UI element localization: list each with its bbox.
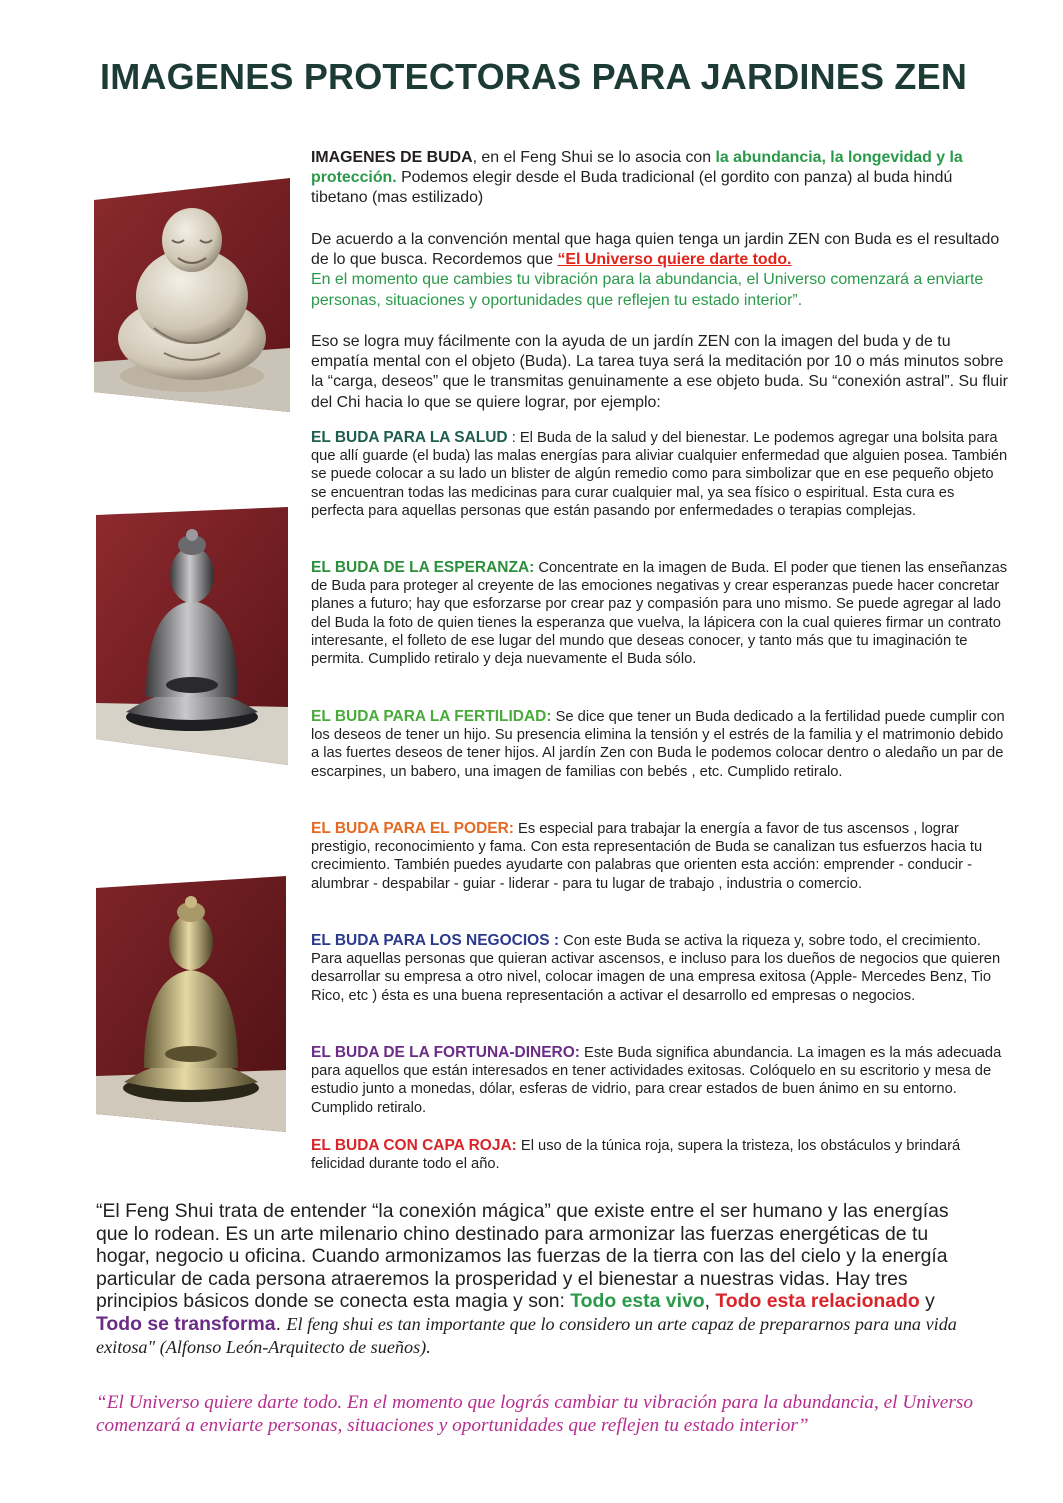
principle-relacionado: Todo esta relacionado [715,1290,920,1313]
section-salud-heading: EL BUDA PARA LA SALUD [311,429,508,446]
principle-transforma: Todo se transforma [96,1312,276,1335]
silver-meditating-buddha-photo [96,507,288,765]
gold-meditating-buddha-photo [96,876,286,1132]
section-fortuna: EL BUDA DE LA FORTUNA-DINERO: Este Buda significa abundancia. La imagen es la más adecuada para aquellos que están interesados en tener actividades exitosas. Colóquelo en su escritorio y mesa de estudio junto a monedas, dólar, esferas de vidrio, para crear estados de buen ánimo en su entorno. Cumplido retiralo. [311,1044,1002,1116]
section-capa-roja: EL BUDA CON CAPA ROJA: El uso de la túnica roja, supera la tristeza, los obstáculos y brindará felicidad durante todo el año. [311,1137,961,1173]
intro-highlight: la abundancia, la longevidad y la protección. [311,149,963,187]
intro-paragraph-1: IMAGENES DE BUDA, en el Feng Shui se lo asocia con la abundancia, la longevidad y la protección. Podemos elegir desde el Buda tradicional (el gordito con panza) al buda hindú tibetano (mas estilizado) [311,149,963,207]
section-esperanza-heading: EL BUDA DE LA ESPERANZA: [311,559,535,576]
section-negocios-heading: EL BUDA PARA LOS NEGOCIOS : [311,932,560,949]
section-capa-roja-heading: EL BUDA CON CAPA ROJA: [311,1137,517,1154]
section-poder: EL BUDA PARA EL PODER: Es especial para trabajar la energía a favor de tus ascensos , lograr prestigio, reconocimiento y fama. Con esta representación de Buda se canalizan tus esfuerzos hacia tu crecimiento. También puedes ayudarte con palabras que orienten esta acción: emprender - conducir - alumbrar - despabilar - guiar - liderar - para tu lugar de trabajo , industria o comercio. [311,820,983,892]
page-title: IMAGENES PROTECTORAS PARA JARDINES ZEN [100,56,968,97]
section-fortuna-heading: EL BUDA DE LA FORTUNA-DINERO: [311,1044,580,1061]
closing-paragraph: “El Feng Shui trata de entender “la conexión mágica” que existe entre el ser humano y las energías que lo rodean. Es un arte milenario chino destinado para armonizar las fuerzas energéticas de tu hogar, negocio u oficina. Cuando armonizamos las fuerzas de la tierra con las del cielo y la energía particular de cada persona atraeremos la prosperidad y el bienestar a nuestras vidas. Hay tres principios básicos donde se conecta esta magia y son: Todo esta vivo, Todo esta relacionado y Todo se transforma. El feng shui es tan importante que lo considero un arte capaz de prepararnos para una vida exitosa" (Alfonso León-Arquitecto de sueños). [96,1200,957,1357]
universo-highlight: “El Universo quiere darte todo. [557,251,792,269]
closing-quote: “El Universo quiere darte todo. En el momento que lográs cambiar tu vibración para la abundancia, el Universo comenzará a enviarte personas, situaciones y oportunidades que reflejen tu estado interior” [96,1392,974,1436]
principle-vivo: Todo esta vivo [570,1290,705,1313]
white-laughing-buddha-photo [94,178,290,412]
section-poder-heading: EL BUDA PARA EL PODER: [311,820,514,837]
section-fertilidad-heading: EL BUDA PARA LA FERTILIDAD: [311,708,552,725]
closing-citation: El feng shui es tan importante que lo considero un arte capaz de prepararnos para una vida exitosa" (Alfonso León-Arquitecto de sueños). [96,1313,957,1357]
intro-paragraph-3: Eso se logra muy fácilmente con la ayuda de un jardín ZEN con la imagen del buda y de tu empatía mental con el objeto (Buda). La tarea tuya será la meditación por 10 o más minutos sobre la “carga, deseos” que le transmitas genuinamente a ese objeto buda. Su “conexión astral”. Su fluir del Chi hacia lo que se quiere lograr, por ejemplo: [311,333,1008,411]
section-fertilidad: EL BUDA PARA LA FERTILIDAD: Se dice que tener un Buda dedicado a la fertilidad puede cumplir con los deseos de tener un hijo. Su presencia elimina la tensión y el estrés de la familia y el matrimonio debido a las fuertes deseos de tener hijos. Al jardín Zen con Buda le podemos colocar dentro o aledaño un par de escarpines, un babero, una imagen de familias con bebés , etc. Cumplido retiralo. [311,708,1005,780]
section-esperanza: EL BUDA DE LA ESPERANZA: Concentrate en la imagen de Buda. El poder que tienen las enseñanzas de Buda para proteger al creyente de las emociones negativas y crear esperanzas puede hacer concretar planes a futuro; hay que esforzarse por crear paz y compasión para uno mismo. Se puede agregar al lado del Buda la foto de quien tienes la esperanza que vuelva, la lápicera con la cual quieres firmar un contrato interesante, el folleto de ese lugar del mundo que deseas conocer, y tanto más que tu imaginación te permita. Cumplido retiralo y deja nuevamente el Buda sólo. [311,559,1008,668]
section-negocios: EL BUDA PARA LOS NEGOCIOS : Con este Buda se activa la riqueza y, sobre todo, el crecimiento. Para aquellas personas que quieran activar ascensos, e incluso para los dueños de negocios que quieren desarrollar su empresa a otro nivel, colocar imagen de una empresa exitosa (Apple- Mercedes Benz, Tio Rico, etc ) ésta es una buena representación a activar el desarrollo ed empresas o negocios. [311,932,1001,1004]
intro-paragraph-2: De acuerdo a la convención mental que haga quien tenga un jardin ZEN con Buda es el resultado de lo que busca. Recordemos que “El Universo quiere darte todo. En el momento que cambies tu vibración para la abundancia, el Universo comenzará a enviarte personas, situaciones y oportunidades que reflejen tu estado interior”. [311,231,1000,309]
section-salud: EL BUDA PARA LA SALUD : El Buda de la salud y del bienestar. Le podemos agregar una bolsita para que allí guarde (el buda) las malas energías para aliviar cualquier enfermedad que alguien posea. También se puede colocar a su lado un blister de algún remedio como para simbolizar que en ese pequeño objeto se encuentran todas las medicinas para curar cualquier mal, ya sea físico o espiritual. Esta cura es perfecta para aquellas personas que están pasando por enfermedades o terapias complejas. [311,429,1008,519]
intro-heading: IMAGENES DE BUDA [311,149,473,166]
